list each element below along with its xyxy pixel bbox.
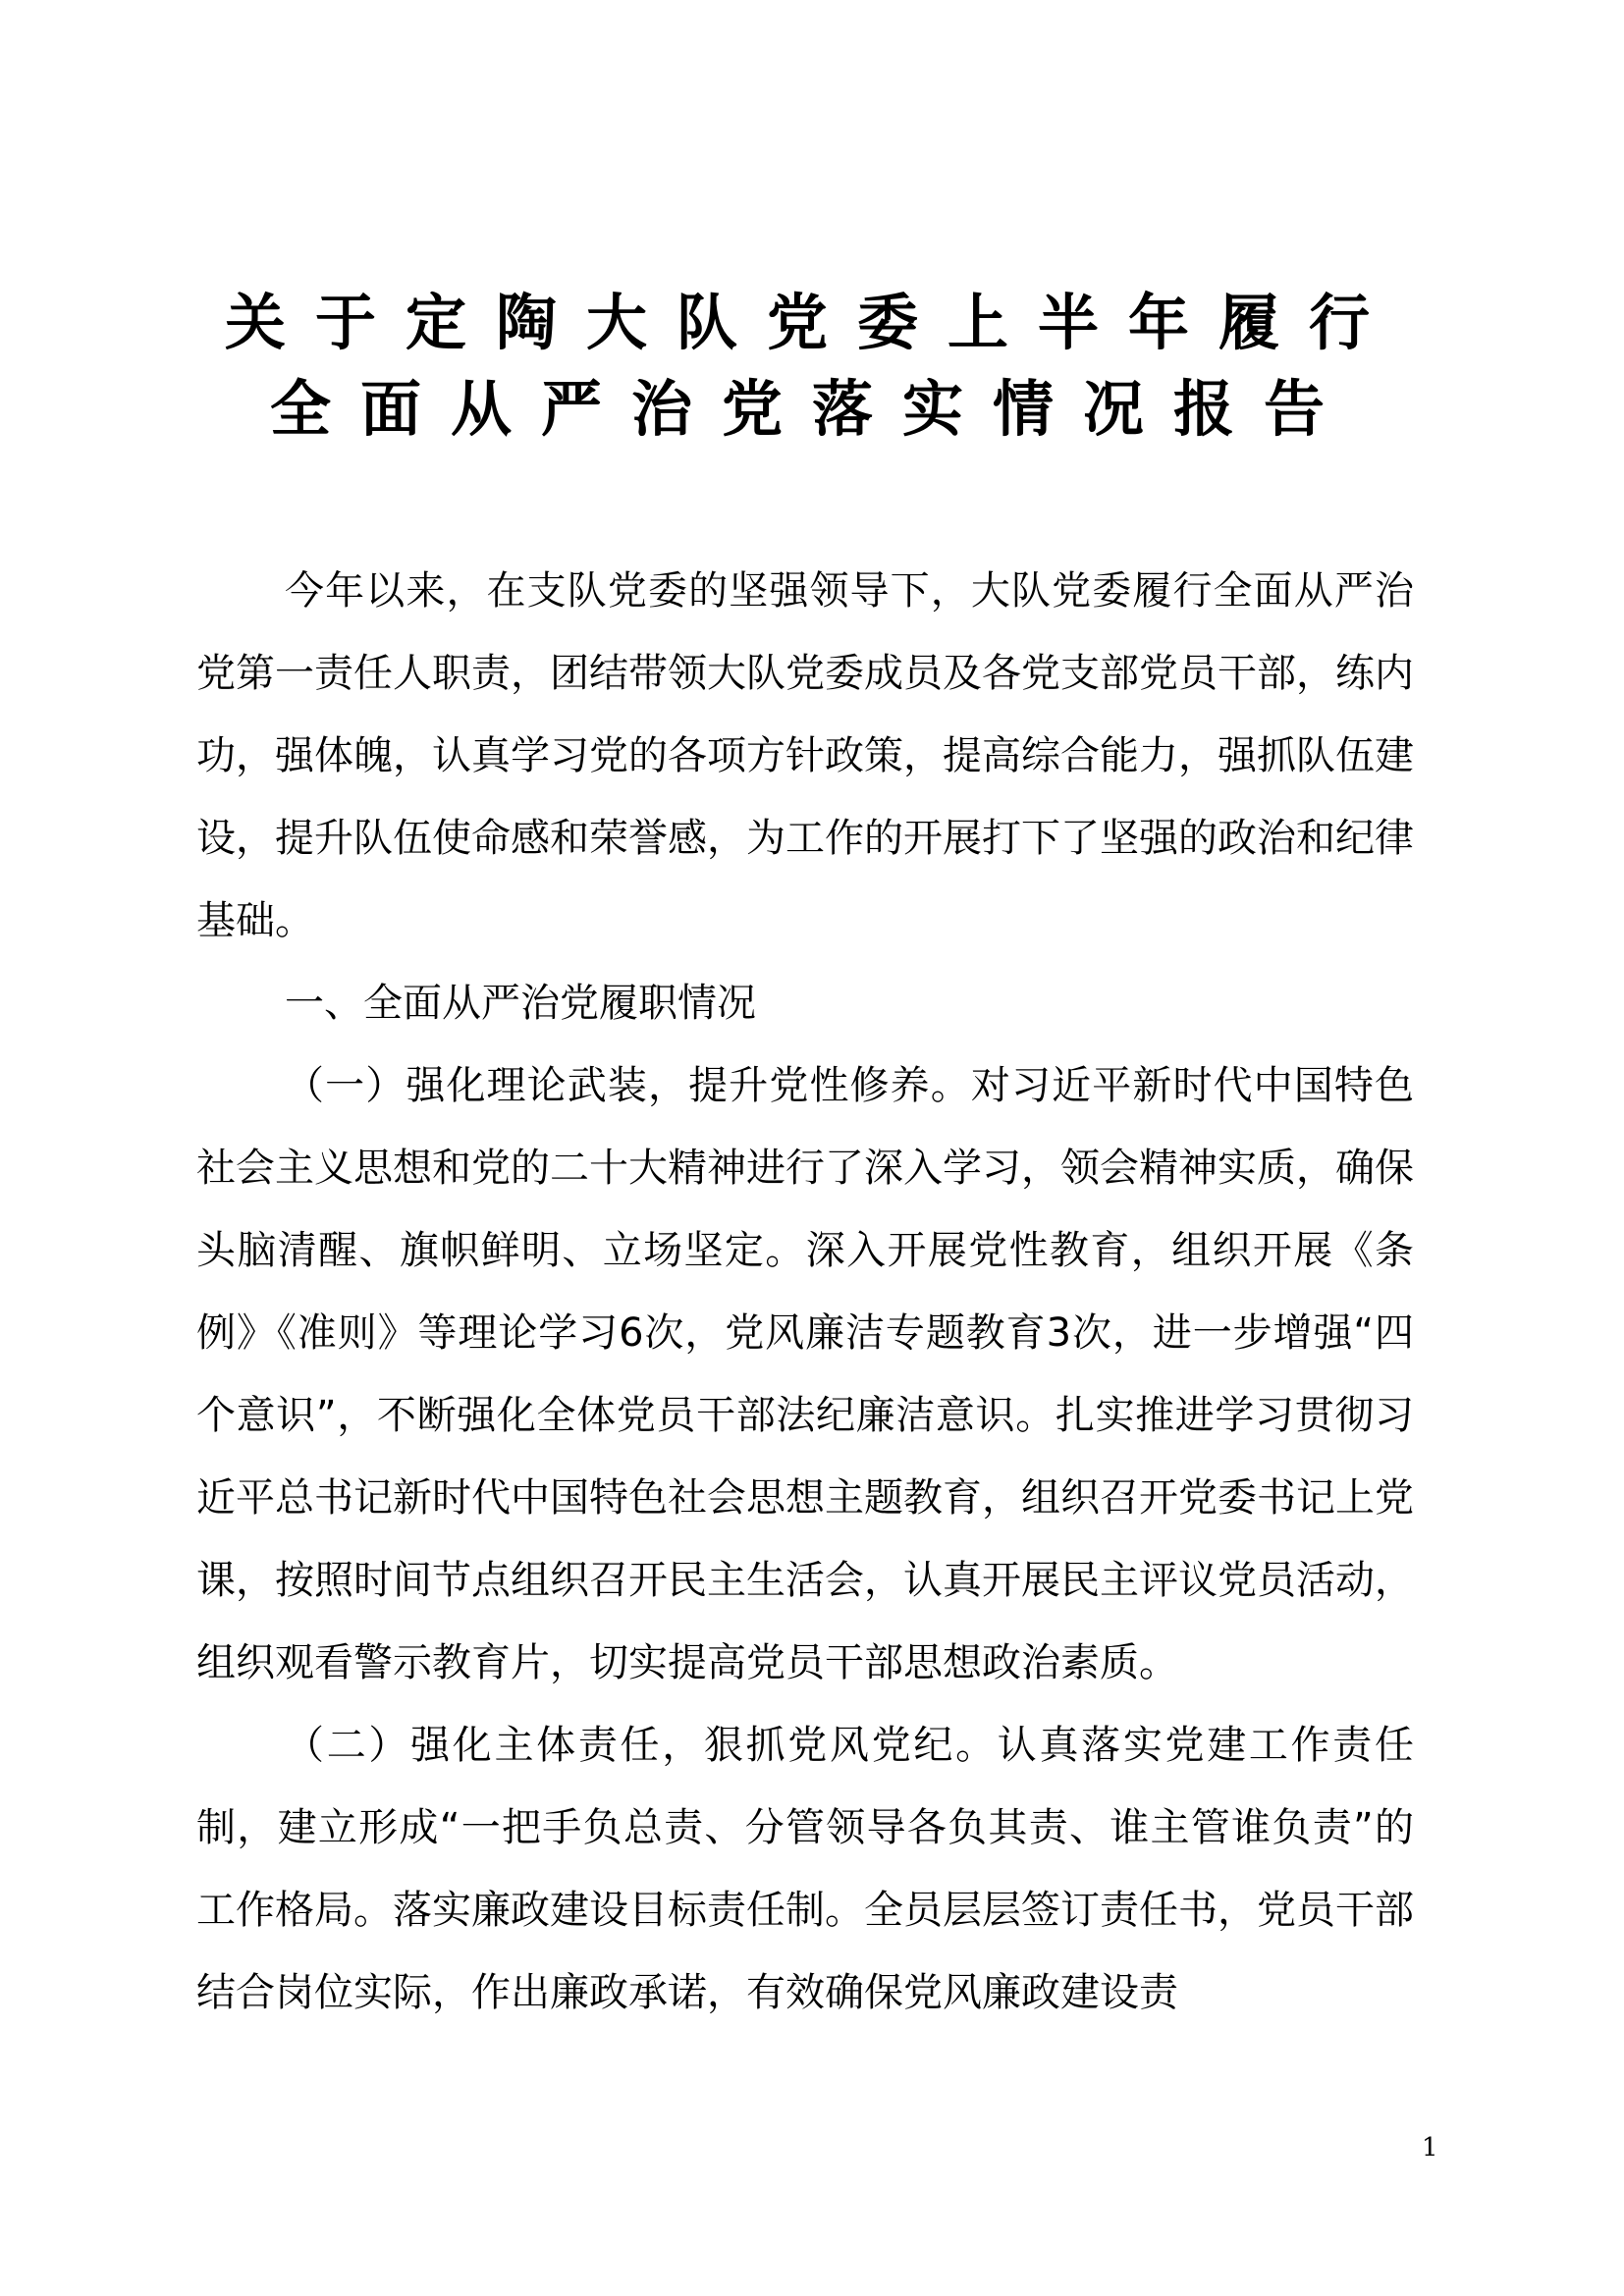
- item-two-paragraph: （二）强化主体责任，狠抓党风党纪。认真落实党建工作责任制，建立形成“一把手负总责、分管领导各负其责、谁主管谁负责”的工作格局。落实廉政建设目标责任制。全员层层签订责任书，党员干部结合岗位实际，作出廉政承诺，有效确保党风廉政建设责: [196, 1723, 1414, 2015]
- document-body: [196, 550, 1414, 2034]
- item-one-paragraph: （一）强化理论武装，提升党性修养。对习近平新时代中国特色社会主义思想和党的二十大精神进行了深入学习，领会精神实质，确保头脑清醒、旗帜鲜明、立场坚定。深入开展党性教育，组织开展《条例》《准则》等理论学习6次，党风廉洁专题教育3次，进一步增强“四个意识”，不断强化全体党员干部法纪廉洁意识。扎实推进学习贯彻习近平总书记新时代中国特色社会思想主题教育，组织召开党委书记上党课，按照时间节点组织召开民主生活会，认真开展民主评议党员活动，组织观看警示教育片，切实提高党员干部思想政治素质。: [196, 1063, 1414, 1685]
- section-heading: 一、全面从严治党履职情况: [285, 981, 756, 1026]
- intro-paragraph: 今年以来，在支队党委的坚强领导下，大队党委履行全面从严治党第一责任人职责，团结带领大队党委成员及各党支部党员干部，练内功，强体魄，认真学习党的各项方针政策，提高综合能力，强抓队伍建设，提升队伍使命感和荣誉感，为工作的开展打下了坚强的政治和纪律基础。: [196, 568, 1414, 943]
- document-title-line-2: 全面从严治党落实情况报告: [269, 373, 1354, 445]
- page-number: 1: [1422, 2133, 1438, 2163]
- document-title-line-1: 关于定陶大队党委上半年履行: [224, 287, 1399, 358]
